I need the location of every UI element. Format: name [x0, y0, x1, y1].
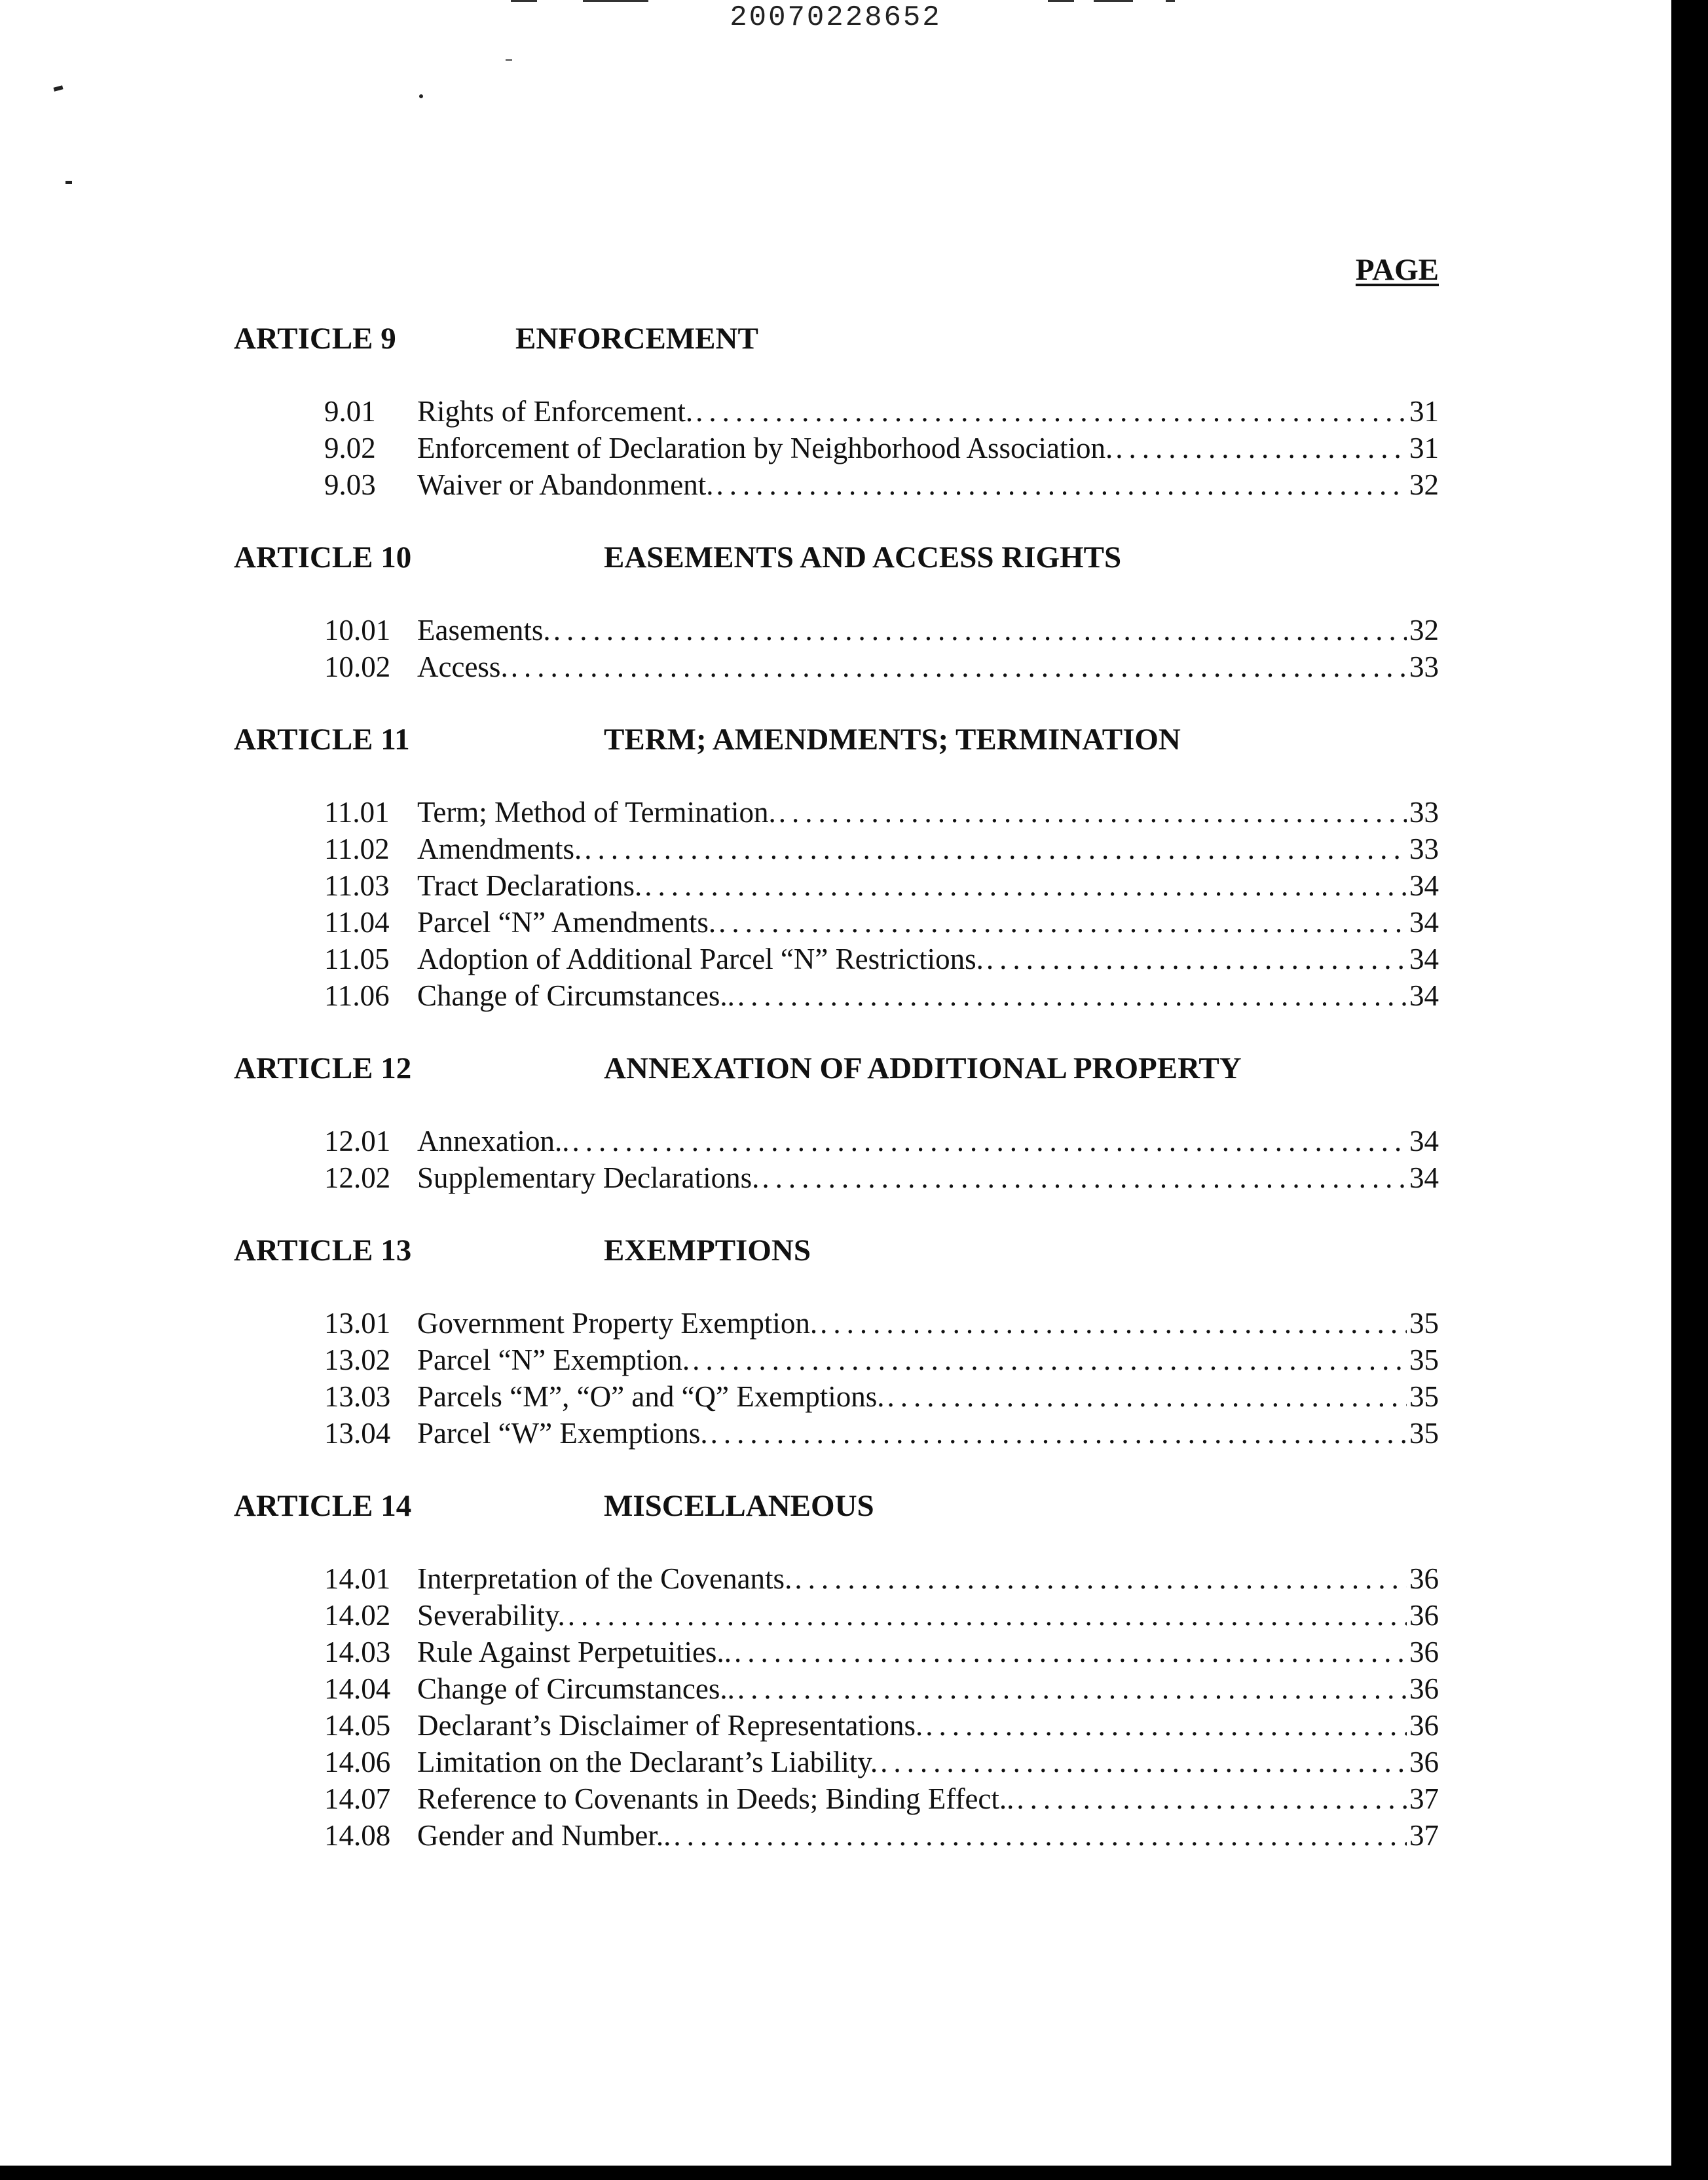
- article-section: [234, 1233, 1439, 1452]
- section-title: Parcels “M”, “O” and “Q” Exemptions.: [417, 1380, 885, 1413]
- entry-body: [417, 648, 1439, 685]
- article-section: [234, 321, 1439, 503]
- dot-leader: [584, 831, 1407, 867]
- dot-leader: [553, 612, 1407, 648]
- dot-leader: [511, 648, 1407, 685]
- toc-entry: [234, 1707, 1439, 1744]
- section-number: 11.06: [324, 979, 390, 1012]
- entry-body: [417, 1670, 1439, 1707]
- toc-entry: [234, 794, 1439, 831]
- scan-speck: [65, 181, 72, 184]
- entry-body: [417, 1342, 1439, 1378]
- entry-body: [417, 1305, 1439, 1342]
- section-number: 12.02: [324, 1161, 391, 1194]
- section-title: Interpretation of the Covenants.: [417, 1562, 792, 1595]
- entry-body: [417, 1597, 1439, 1634]
- toc-entry: [234, 1634, 1439, 1670]
- dot-leader: [737, 1670, 1407, 1707]
- section-number: 12.01: [324, 1125, 391, 1157]
- entry-body: [417, 1707, 1439, 1744]
- page-number: 37: [1409, 1782, 1439, 1815]
- section-number: 9.03: [324, 468, 376, 501]
- section-title: Enforcement of Declaration by Neighborhood Association.: [417, 432, 1113, 464]
- toc-entry: [234, 1744, 1439, 1780]
- page-number: 36: [1409, 1672, 1439, 1705]
- section-number: 11.03: [324, 869, 390, 902]
- page-number: 31: [1409, 432, 1439, 464]
- dot-leader: [737, 977, 1407, 1014]
- section-number: 14.08: [324, 1819, 391, 1852]
- article-heading: [234, 540, 1439, 579]
- entry-body: [417, 466, 1439, 503]
- entry-body: [417, 1378, 1439, 1415]
- article-heading: [234, 321, 1439, 360]
- dot-leader: [986, 941, 1407, 977]
- dot-leader: [887, 1378, 1407, 1415]
- page-number: 32: [1409, 614, 1439, 647]
- dot-leader: [572, 1123, 1407, 1159]
- section-number: 14.02: [324, 1599, 391, 1632]
- section-title: Adoption of Additional Parcel “N” Restrictions.: [417, 943, 984, 975]
- section-title: Term; Method of Termination.: [417, 796, 776, 829]
- section-number: 13.03: [324, 1380, 391, 1413]
- article-label: ARTICLE 11: [234, 723, 410, 757]
- page-number: 34: [1409, 869, 1439, 902]
- dot-leader: [762, 1159, 1407, 1196]
- section-number: 9.02: [324, 432, 376, 464]
- article-section: [234, 540, 1439, 685]
- section-title: Parcel “W” Exemptions.: [417, 1417, 708, 1450]
- section-number: 9.01: [324, 395, 376, 428]
- article-title: EXEMPTIONS: [604, 1233, 811, 1268]
- entry-body: [417, 1817, 1439, 1854]
- toc-entry: [234, 1415, 1439, 1452]
- table-of-contents: [234, 321, 1439, 1890]
- article-section: [234, 1051, 1439, 1196]
- section-title: Amendments.: [417, 833, 582, 865]
- section-title: Gender and Number..: [417, 1819, 671, 1852]
- section-title: Limitation on the Declarant’s Liability.: [417, 1746, 878, 1778]
- section-number: 11.01: [324, 796, 390, 829]
- page-number: 35: [1409, 1344, 1439, 1376]
- section-title: Parcel “N” Exemption.: [417, 1344, 690, 1376]
- page-number: 32: [1409, 468, 1439, 501]
- page-number: 36: [1409, 1746, 1439, 1778]
- toc-entry: [234, 393, 1439, 430]
- section-number: 11.02: [324, 833, 390, 865]
- dot-leader: [718, 904, 1407, 941]
- page-number: 35: [1409, 1307, 1439, 1340]
- scan-speck: [419, 94, 423, 98]
- section-title: Severability.: [417, 1599, 565, 1632]
- toc-entry: [234, 867, 1439, 904]
- article-heading: [234, 1233, 1439, 1272]
- page-number: 37: [1409, 1819, 1439, 1852]
- entry-body: [417, 612, 1439, 648]
- dot-leader: [692, 1342, 1407, 1378]
- page-number: 36: [1409, 1636, 1439, 1668]
- entry-body: [417, 831, 1439, 867]
- page-number: 36: [1409, 1562, 1439, 1595]
- document-number: 20070228652: [730, 1, 942, 34]
- dot-leader: [779, 794, 1407, 831]
- dot-leader: [644, 867, 1407, 904]
- section-number: 13.02: [324, 1344, 391, 1376]
- entry-body: [417, 867, 1439, 904]
- toc-entry: [234, 430, 1439, 466]
- entry-body: [417, 794, 1439, 831]
- dot-leader: [1016, 1780, 1407, 1817]
- page-number: 36: [1409, 1599, 1439, 1632]
- section-number: 11.04: [324, 906, 390, 939]
- article-heading: [234, 722, 1439, 761]
- toc-entry: [234, 1560, 1439, 1597]
- section-number: 14.01: [324, 1562, 391, 1595]
- toc-entry: [234, 904, 1439, 941]
- page-number: 33: [1409, 833, 1439, 865]
- dot-leader: [696, 393, 1407, 430]
- dot-leader: [734, 1634, 1407, 1670]
- toc-entry: [234, 941, 1439, 977]
- section-title: Government Property Exemption.: [417, 1307, 818, 1340]
- page-number: 34: [1409, 979, 1439, 1012]
- page-number: 34: [1409, 906, 1439, 939]
- page-number: 33: [1409, 796, 1439, 829]
- dot-leader: [1115, 430, 1407, 466]
- page-number: 34: [1409, 943, 1439, 975]
- dot-leader: [794, 1560, 1407, 1597]
- scan-border-right: [1671, 0, 1708, 2180]
- article-label: ARTICLE 13: [234, 1233, 412, 1268]
- toc-entry: [234, 612, 1439, 648]
- entry-body: [417, 941, 1439, 977]
- scan-speck: [53, 85, 63, 91]
- article-title: ANNEXATION OF ADDITIONAL PROPERTY: [604, 1051, 1242, 1085]
- section-number: 13.01: [324, 1307, 391, 1340]
- toc-entry: [234, 1342, 1439, 1378]
- article-label: ARTICLE 14: [234, 1489, 412, 1523]
- dot-leader: [568, 1597, 1407, 1634]
- entry-body: [417, 1159, 1439, 1196]
- section-number: 14.04: [324, 1672, 391, 1705]
- toc-entry: [234, 1780, 1439, 1817]
- section-title: Reference to Covenants in Deeds; Binding Effect..: [417, 1782, 1014, 1815]
- entry-body: [417, 1634, 1439, 1670]
- page-number: 34: [1409, 1161, 1439, 1194]
- dot-leader: [716, 466, 1407, 503]
- page-number: 34: [1409, 1125, 1439, 1157]
- article-title: EASEMENTS AND ACCESS RIGHTS: [604, 540, 1122, 574]
- dot-leader: [880, 1744, 1407, 1780]
- article-heading: [234, 1051, 1439, 1090]
- section-number: 11.05: [324, 943, 390, 975]
- entry-body: [417, 1780, 1439, 1817]
- toc-entry: [234, 648, 1439, 685]
- entry-body: [417, 430, 1439, 466]
- page-number: 31: [1409, 395, 1439, 428]
- scan-speck: [506, 59, 512, 61]
- section-title: Tract Declarations.: [417, 869, 642, 902]
- toc-entry: [234, 1159, 1439, 1196]
- article-title: MISCELLANEOUS: [604, 1489, 874, 1523]
- article-heading: [234, 1488, 1439, 1528]
- toc-entry: [234, 1378, 1439, 1415]
- page-number: 33: [1409, 650, 1439, 683]
- entry-body: [417, 977, 1439, 1014]
- entry-body: [417, 1123, 1439, 1159]
- article-label: ARTICLE 9: [234, 322, 396, 356]
- section-number: 14.06: [324, 1746, 391, 1778]
- dot-leader: [820, 1305, 1407, 1342]
- section-title: Rule Against Perpetuities..: [417, 1636, 732, 1668]
- article-title: ENFORCEMENT: [515, 322, 758, 356]
- article-title: TERM; AMENDMENTS; TERMINATION: [604, 723, 1181, 757]
- article-section: [234, 722, 1439, 1014]
- scan-border-bottom: [0, 2166, 1708, 2180]
- toc-entry: [234, 1305, 1439, 1342]
- page-number: 36: [1409, 1709, 1439, 1742]
- dot-leader: [673, 1817, 1407, 1854]
- entry-body: [417, 393, 1439, 430]
- entry-body: [417, 1415, 1439, 1452]
- section-title: Easements.: [417, 614, 551, 647]
- section-title: Access.: [417, 650, 508, 683]
- section-title: Supplementary Declarations.: [417, 1161, 760, 1194]
- section-number: 14.07: [324, 1782, 391, 1815]
- toc-entry: [234, 831, 1439, 867]
- section-title: Change of Circumstances..: [417, 979, 735, 1012]
- toc-entry: [234, 1597, 1439, 1634]
- section-title: Rights of Enforcement.: [417, 395, 694, 428]
- section-number: 13.04: [324, 1417, 391, 1450]
- section-number: 14.03: [324, 1636, 391, 1668]
- page-number: 35: [1409, 1417, 1439, 1450]
- article-label: ARTICLE 12: [234, 1051, 412, 1085]
- article-section: [234, 1488, 1439, 1854]
- section-number: 10.02: [324, 650, 391, 683]
- toc-entry: [234, 1817, 1439, 1854]
- toc-entry: [234, 466, 1439, 503]
- section-title: Change of Circumstances..: [417, 1672, 735, 1705]
- toc-entry: [234, 977, 1439, 1014]
- section-title: Annexation..: [417, 1125, 570, 1157]
- section-number: 14.05: [324, 1709, 391, 1742]
- section-title: Waiver or Abandonment.: [417, 468, 714, 501]
- section-title: Parcel “N” Amendments.: [417, 906, 716, 939]
- entry-body: [417, 904, 1439, 941]
- dot-leader: [711, 1415, 1407, 1452]
- entry-body: [417, 1560, 1439, 1597]
- page-column-header: PAGE: [1355, 253, 1439, 287]
- entry-body: [417, 1744, 1439, 1780]
- section-title: Declarant’s Disclaimer of Representations.: [417, 1709, 923, 1742]
- page-number: 35: [1409, 1380, 1439, 1413]
- toc-entry: [234, 1123, 1439, 1159]
- article-label: ARTICLE 10: [234, 540, 412, 574]
- dot-leader: [925, 1707, 1407, 1744]
- section-number: 10.01: [324, 614, 391, 647]
- toc-entry: [234, 1670, 1439, 1707]
